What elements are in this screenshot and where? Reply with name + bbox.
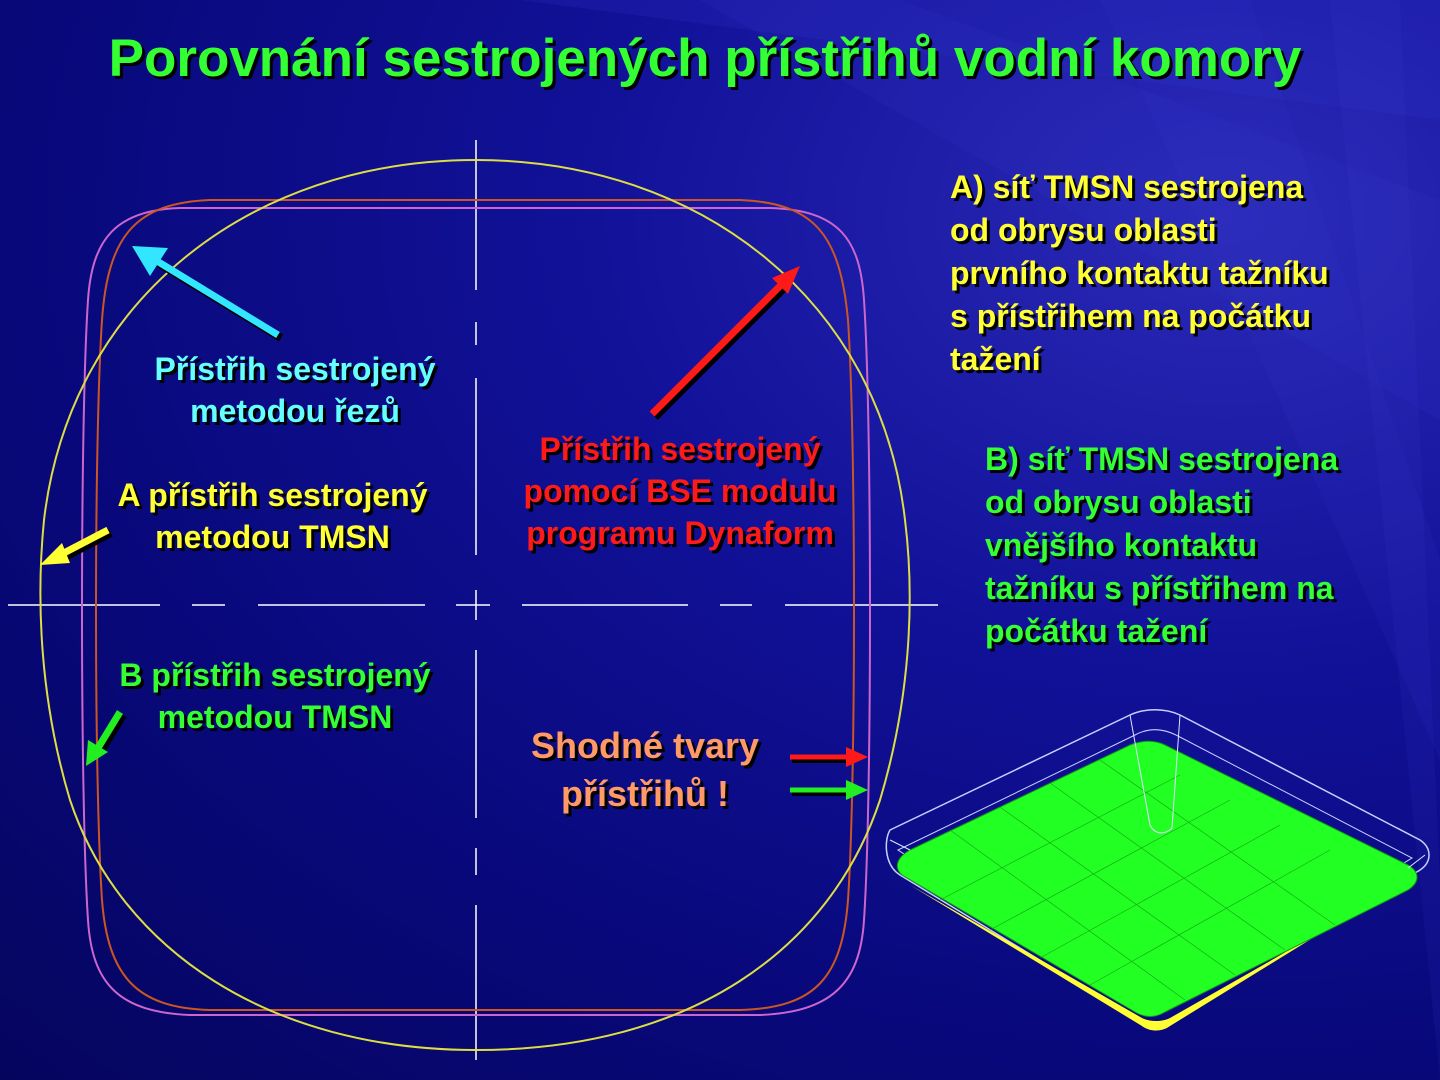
slide-title: Porovnání sestrojených přístřihů vodní komory	[108, 29, 1302, 88]
label-bse-dynaform: Přístřih sestrojený pomocí BSE modulu programu Dynaform	[523, 431, 837, 551]
note-b-tmsn-outer-contact: B) síť TMSN sestrojena od obrysu oblasti vnějšího kontaktu tažníku s přístřihem na počátku tažení	[985, 441, 1339, 649]
centerlines	[8, 140, 938, 1060]
arrow-red-small-icon	[790, 747, 868, 767]
arrow-red-icon	[652, 266, 800, 417]
label-cut-method: Přístřih sestrojený metodou řezů	[154, 351, 436, 429]
arrow-cyan-icon	[132, 246, 281, 338]
label-same-shapes: Shodné tvary přístřihů !	[530, 725, 760, 814]
mesh-green-cavity	[897, 741, 1417, 1016]
arrow-green-small-icon	[790, 780, 868, 800]
label-tmsn-b: B přístřih sestrojený metodou TMSN	[119, 657, 431, 735]
note-a-tmsn-first-contact: A) síť TMSN sestrojena od obrysu oblasti prvního kontaktu tažníku s přístřihem na počátku tažení	[950, 169, 1329, 377]
mesh-model-image	[880, 700, 1440, 1040]
label-tmsn-a: A přístřih sestrojený metodou TMSN	[117, 477, 428, 555]
